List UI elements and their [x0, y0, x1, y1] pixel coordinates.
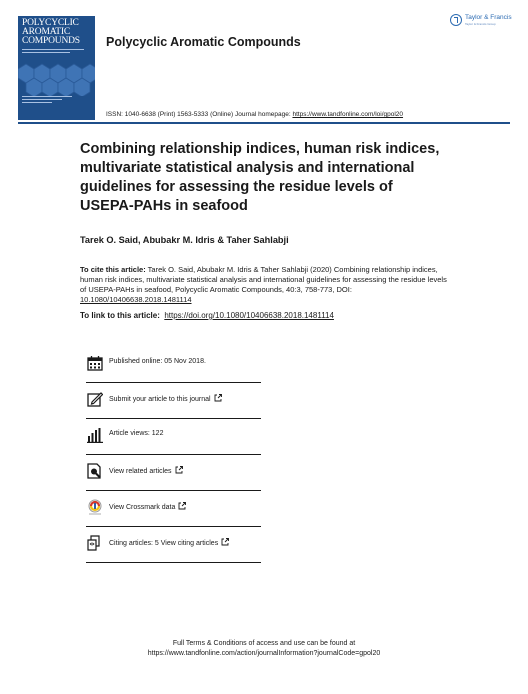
issn-line: [106, 111, 403, 118]
published-online-text: Published online: 05 Nov 2018.: [109, 358, 206, 365]
related-articles-link[interactable]: View related articles: [109, 466, 183, 475]
citation-label: To cite this article:: [80, 265, 146, 274]
article-views-text: Article views: 122: [109, 430, 164, 437]
related-search-icon: [87, 463, 103, 479]
article-authors: Tarek O. Said, Abubakr M. Idris & Taher Sahlabji: [80, 235, 289, 245]
published-online-row: [86, 347, 261, 383]
citing-articles-row[interactable]: [86, 527, 261, 563]
link-label: To link to this article:: [80, 311, 160, 320]
terms-footer-line-1: Full Terms & Conditions of access and use can be found at: [172, 640, 356, 647]
publisher-tagline: Taylor & Francis Group: [465, 22, 496, 26]
submit-article-link[interactable]: Submit your article to this journal: [109, 394, 222, 403]
cover-subtitle-lines: [22, 49, 92, 53]
crossmark-link[interactable]: View Crossmark data: [109, 502, 186, 511]
crossmark-row[interactable]: [86, 491, 261, 527]
citing-icon: [87, 535, 103, 551]
terms-footer-link[interactable]: https://www.tandfonline.com/action/journalInformation?journalCode=gpol20: [147, 649, 381, 657]
header-divider: [18, 122, 510, 124]
crossmark-icon: [87, 499, 103, 515]
bar-chart-icon: [87, 427, 103, 443]
citation-text: Tarek O. Said, Abubakr M. Idris & Taher Sahlabji (2020) Combining relationship indices, human risk indices, multivariate statistical analysis and international guidelines for assessing the residue levels of USEPA-PAHs in seafood, Polycyclic Aromatic Compounds, 40:3, 758-773, DOI:: [80, 265, 447, 294]
article-title: Combining relationship indices, human risk indices, multivariate statistical analysis and international guidelines for assessing the residue levels of USEPA-PAHs in seafood: [80, 141, 440, 214]
citing-articles-link[interactable]: Citing articles: 5 View citing articles: [109, 538, 229, 547]
cover-footer-lines: [22, 96, 90, 103]
cover-title-line-2: AROMATIC: [22, 27, 71, 37]
citation-doi-link[interactable]: 10.1080/10406638.2018.1481114: [80, 295, 192, 304]
issn-text: ISSN: 1040-6638 (Print) 1563-5333 (Online) Journal homepage:: [106, 111, 293, 118]
submit-article-row[interactable]: [86, 383, 261, 419]
journal-cover[interactable]: [18, 16, 95, 120]
external-link-icon: [175, 466, 183, 474]
cover-title-line-1: POLYCYCLIC: [22, 18, 79, 28]
external-link-icon: [214, 394, 222, 402]
publisher-logo[interactable]: [450, 14, 512, 34]
publisher-mark-icon: [450, 14, 462, 26]
hexagon-pattern-icon: [18, 60, 95, 96]
external-link-icon: [178, 502, 186, 510]
submit-icon: [87, 391, 103, 407]
external-link-icon: [221, 538, 229, 546]
cover-title-line-3: COMPOUNDS: [22, 36, 80, 46]
publisher-name: Taylor & Francis: [465, 14, 512, 21]
journal-name[interactable]: Polycyclic Aromatic Compounds: [106, 35, 301, 49]
cover-title: [22, 19, 94, 46]
terms-footer: [0, 639, 528, 658]
citation-block: [80, 265, 455, 305]
calendar-icon: [87, 355, 103, 371]
article-link-line: [80, 311, 334, 320]
article-views-row: [86, 419, 261, 455]
related-articles-row[interactable]: [86, 455, 261, 491]
article-doi-link[interactable]: https://doi.org/10.1080/10406638.2018.1481114: [164, 311, 334, 320]
journal-homepage-link[interactable]: https://www.tandfonline.com/loi/gpol20: [292, 111, 404, 118]
